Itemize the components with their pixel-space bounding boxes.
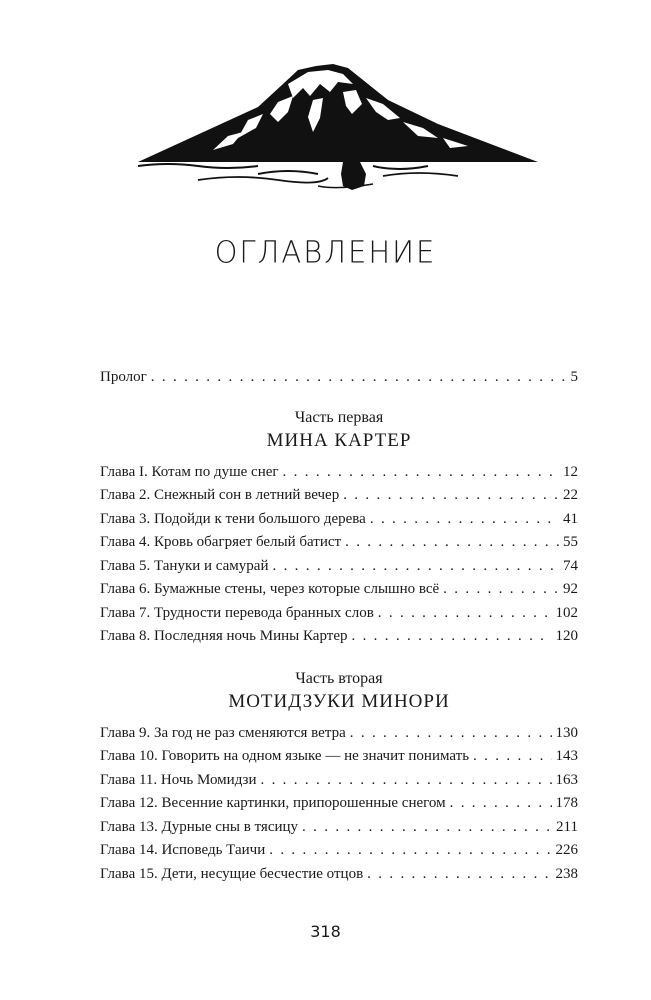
toc-entry-label: Глава 15. Дети, несущие бесчестие отцов — [100, 865, 364, 882]
page-title: ОГЛАВЛЕНИЕ — [214, 234, 437, 270]
toc-entry-page: 12 — [563, 463, 578, 480]
toc-entry-page: 238 — [555, 865, 578, 882]
part-heading-1 — [100, 408, 578, 454]
toc-entry-label: Глава 5. Тануки и самурай — [100, 557, 269, 574]
part-heading-2 — [100, 669, 578, 715]
toc-entry-page: 178 — [555, 795, 578, 811]
toc-entry — [100, 745, 578, 769]
toc-entry-label: Глава I. Котам по душе снег — [100, 463, 279, 480]
toc-entry — [100, 461, 578, 485]
part-2-chapters — [100, 722, 578, 887]
mountain-illustration — [138, 62, 538, 197]
toc-entry-page: 163 — [555, 771, 578, 788]
toc-entry — [100, 578, 578, 602]
toc-entry — [100, 602, 578, 626]
part-name: МИНА КАРТЕР — [266, 429, 412, 451]
toc-entry-page: 130 — [555, 724, 578, 741]
toc-entry — [100, 625, 578, 649]
toc-entry-page: 74 — [563, 557, 578, 574]
toc-entry-page: 55 — [563, 534, 578, 550]
part-kind: Часть вторая — [295, 669, 383, 687]
toc-entry-page: 211 — [556, 818, 578, 835]
toc-entry-label: Глава 9. За год не раз сменяются ветра — [100, 724, 346, 741]
toc-entry-label: Пролог — [100, 369, 147, 385]
part-kind: Часть первая — [294, 408, 384, 426]
toc-entry-label: Глава 13. Дурные сны в тясицу — [100, 818, 299, 835]
toc-entry-label: Глава 2. Снежный сон в летний вечер — [100, 487, 340, 503]
toc-entry-label: Глава 4. Кровь обагряет белый батист — [100, 534, 342, 550]
toc-entry-label: Глава 3. Подойди к тени большого дерева — [100, 510, 366, 527]
toc-entry-label: Глава 11. Ночь Момидзи — [100, 771, 257, 788]
toc-entry — [100, 816, 578, 840]
toc-entry-label: Глава 14. Исповедь Таичи — [100, 842, 266, 858]
toc-entry-prologue — [100, 366, 578, 390]
part-1-chapters — [100, 461, 578, 649]
toc-entry — [100, 839, 578, 863]
toc-entry — [100, 531, 578, 555]
toc-entry-page: 226 — [555, 842, 578, 858]
toc-entry-page: 143 — [555, 748, 578, 764]
toc-entry-label: Глава 12. Весенние картинки, припорошенные снегом — [100, 795, 446, 811]
part-name: МОТИДЗУКИ МИНОРИ — [228, 690, 450, 712]
toc-entry-label: Глава 6. Бумажные стены, через которые слышно всё — [100, 581, 440, 597]
toc-entry — [100, 508, 578, 532]
toc-entry-page: 102 — [555, 604, 578, 621]
toc-entry-page: 41 — [563, 510, 578, 527]
toc-entry — [100, 484, 578, 508]
toc-entry — [100, 769, 578, 793]
table-of-contents — [100, 366, 578, 886]
toc-entry-page: 92 — [563, 581, 578, 597]
toc-entry-label: Глава 7. Трудности перевода бранных слов — [100, 604, 374, 621]
toc-entry — [100, 555, 578, 579]
page-number: 318 — [310, 922, 341, 941]
toc-entry — [100, 722, 578, 746]
toc-entry-label: Глава 8. Последняя ночь Мины Картер — [100, 628, 348, 644]
toc-entry-page: 22 — [563, 487, 578, 503]
toc-entry — [100, 863, 578, 887]
toc-entry-page: 5 — [570, 369, 578, 385]
toc-entry-label: Глава 10. Говорить на одном языке — не значит понимать — [100, 748, 470, 764]
toc-entry — [100, 792, 578, 816]
toc-entry-page: 120 — [555, 628, 578, 644]
